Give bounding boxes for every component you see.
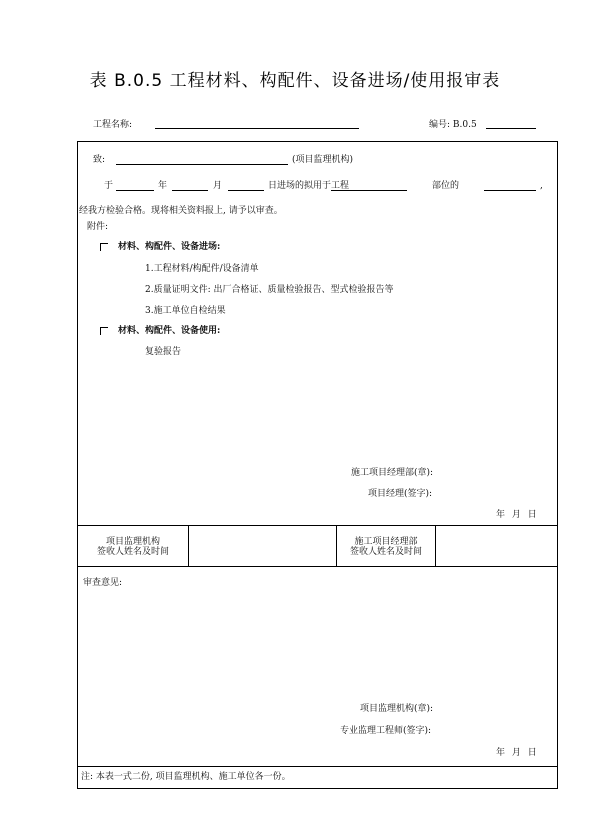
contractor-receipt-label-2: 签收人姓名及时间 <box>349 547 422 557</box>
supervising-engineer-label: 专业监理工程师(签字): <box>340 726 432 736</box>
org-suffix-label: (项目监理机构) <box>292 155 354 165</box>
form-number-label: 编号: B.0.5 <box>429 120 477 130</box>
supervision-receipt-field[interactable] <box>190 527 334 564</box>
table-right-border <box>557 141 558 788</box>
date-line-comma: , <box>540 181 543 191</box>
year-field[interactable] <box>116 181 154 191</box>
month-field[interactable] <box>172 181 208 191</box>
footer-top-border <box>77 766 558 767</box>
review-opinion-field[interactable] <box>83 592 553 692</box>
entry-checkbox[interactable] <box>100 243 108 251</box>
date-prefix: 于 <box>104 181 114 191</box>
contractor-date-label: 年 月 日 <box>496 510 537 520</box>
list-item: 2.质量证明文件: 出厂合格证、质量检验报告、型式检验报告等 <box>145 285 394 295</box>
receipt-row-bottom-border <box>77 566 558 567</box>
table-bottom-border <box>77 788 558 789</box>
day-text: 日进场的拟用于工程 <box>268 181 350 191</box>
contractor-dept-label: 施工项目经理部(章): <box>351 468 434 478</box>
entry-section-title: 材料、构配件、设备进场: <box>118 242 221 252</box>
attachments-label: 附件: <box>87 222 109 232</box>
supervision-org-seal-label: 项目监理机构(章): <box>360 704 434 714</box>
list-item: 复验报告 <box>145 347 182 357</box>
receipt-row-top-border <box>77 525 558 526</box>
review-opinion-label: 审查意见: <box>83 578 123 588</box>
contractor-receipt-field[interactable] <box>437 527 556 564</box>
to-label: 致: <box>93 155 106 165</box>
form-number-field[interactable] <box>486 119 536 129</box>
inspection-statement: 经我方检验合格。现将相关资料报上, 请予以审查。 <box>79 206 283 216</box>
list-item: 1.工程材料/构配件/设备清单 <box>145 264 259 274</box>
year-label: 年 <box>158 181 168 191</box>
part-text: 部位的 <box>432 181 460 191</box>
supervision-org-field[interactable] <box>116 155 288 165</box>
table-top-border <box>77 141 558 142</box>
receipt-col-divider <box>188 525 189 566</box>
project-part-field[interactable] <box>331 181 407 191</box>
item-field[interactable] <box>484 181 536 191</box>
use-section-title: 材料、构配件、设备使用: <box>118 326 221 336</box>
list-item: 3.施工单位自检结果 <box>145 306 226 316</box>
table-left-border <box>77 141 78 788</box>
project-name-label: 工程名称: <box>93 120 133 130</box>
contractor-receipt-label-1: 施工项目经理部 <box>354 537 418 547</box>
supervision-receipt-label-2: 签收人姓名及时间 <box>96 547 169 557</box>
day-field[interactable] <box>228 181 264 191</box>
month-label: 月 <box>213 181 223 191</box>
footer-note: 注: 本表一式二份, 项目监理机构、施工单位各一份。 <box>81 772 291 782</box>
supervision-receipt-label-1: 项目监理机构 <box>105 537 160 547</box>
review-date-label: 年 月 日 <box>496 748 537 758</box>
form-title: 表 B.0.5 工程材料、构配件、设备进场/使用报审表 <box>89 71 501 91</box>
use-checkbox[interactable] <box>100 327 108 335</box>
receipt-col-divider <box>435 525 436 566</box>
project-manager-label: 项目经理(签字): <box>368 489 433 499</box>
project-name-field[interactable] <box>155 119 359 129</box>
